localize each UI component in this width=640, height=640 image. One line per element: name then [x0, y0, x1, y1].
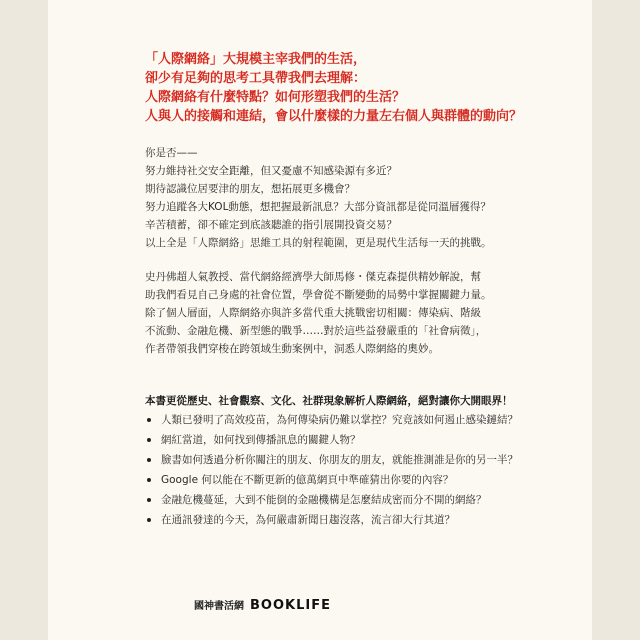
headline-line: 卻少有足夠的思考工具帶我們去理解： — [145, 71, 367, 86]
list-item-text: 在通訊發達的今天，為何嚴肅新聞日趨沒落，流言卻大行其道？ — [161, 514, 455, 526]
intro-line: 努力維持社交安全距離，但又憂慮不知感染源有多近？ — [145, 165, 397, 177]
headline-line: 人與人的接觸和連結，會以什麼樣的力量左右個人與群體的動向？ — [145, 109, 523, 124]
intro-line: 以上全是「人際網絡」思維工具的射程範圍，更是現代生活每一天的挑戰。 — [145, 237, 492, 249]
description-line: 除了個人層面，人際網絡亦與許多當代重大挑戰密切相關：傳染病、階級 — [145, 307, 481, 319]
bullet-icon — [147, 438, 151, 442]
list-item-text: 金融危機蔓延，大到不能倒的金融機構是怎麼結成密而分不開的網絡？ — [161, 494, 487, 506]
list-item-text: 臉書如何透過分析你關注的朋友、你朋友的朋友，就能推測誰是你的另一半？ — [161, 454, 518, 466]
intro-line: 期待認識位居要津的朋友，想拓展更多機會？ — [145, 183, 355, 195]
list-item — [145, 490, 545, 510]
headline-line: 人際網絡有什麼特點？如何形塑我們的生活？ — [145, 90, 406, 105]
bullet-icon — [147, 418, 151, 422]
bullet-icon — [147, 498, 151, 502]
bullet-icon — [147, 478, 151, 482]
description-line: 史丹佛超人氣教授、當代網絡經濟學大師馬修・傑克森提供精妙解說，幫 — [145, 271, 481, 283]
list-item-text: 人類已發明了高效疫苗，為何傳染病仍難以掌控？究竟該如何遏止感染鏈結？ — [161, 414, 518, 426]
description-line: 不流動、金融危機、新型態的戰爭……對於這些益發嚴重的「社會病徵」， — [145, 325, 487, 337]
bullet-icon — [147, 458, 151, 462]
list-item — [145, 430, 545, 450]
list-item — [145, 410, 545, 430]
list-item — [145, 510, 545, 530]
question-list — [145, 410, 545, 530]
publisher-logo — [194, 597, 331, 613]
description-line: 作者帶領我們穿梭在跨領域生動案例中，洞悉人際網絡的奧妙。 — [145, 343, 439, 355]
list-item-text: 網紅當道，如何找到傳播訊息的關鍵人物？ — [161, 434, 361, 446]
headline-line: 「人際網絡」大規模主宰我們的生活， — [145, 52, 367, 67]
intro-questions — [145, 144, 545, 252]
description — [145, 268, 545, 358]
intro-line: 努力追蹤各大KOL動態，想把握最新訊息？大部分資訊都是從同溫層獲得？ — [145, 201, 491, 213]
headline — [145, 50, 545, 126]
list-item — [145, 470, 545, 490]
bullet-icon — [147, 518, 151, 522]
list-item — [145, 450, 545, 470]
cover-text — [145, 50, 545, 530]
back-cover — [48, 0, 592, 640]
imprint-name: BOOKLIFE — [250, 598, 331, 613]
intro-line: 你是否—— — [145, 147, 198, 159]
description-line: 助我們看見自己身處的社會位置，學會從不斷變動的局勢中掌握關鍵力量。 — [145, 289, 492, 301]
list-item-text: Google 何以能在不斷更新的億萬網頁中準確猜出你要的內容？ — [161, 474, 454, 486]
publisher-name: 國神書活網 — [194, 601, 244, 612]
intro-line: 辛苦積蓄，卻不確定到底該聽誰的指引展開投資交易？ — [145, 219, 397, 231]
list-lead: 本書更從歷史、社會觀察、文化、社群現象解析人際網絡，絕對讓你大開眼界！ — [145, 395, 513, 407]
